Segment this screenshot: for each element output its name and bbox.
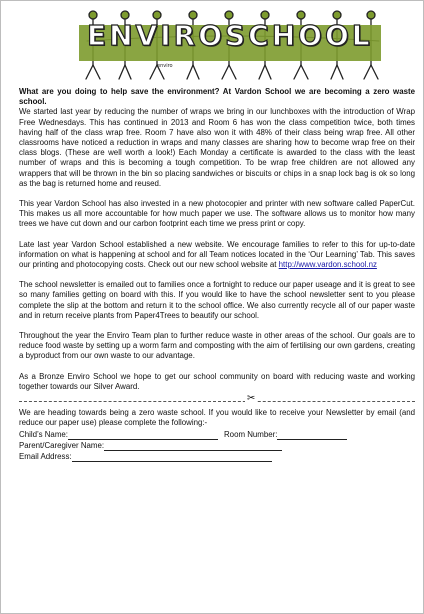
- website-text: Late last year Vardon School established a new website. We encourage families to refer to this for up-to-date information on what is happening at school and for all Team notices located in the ‘Our Learning’ Tab. This saves our printing and photocopying costs. Check out our new school website at: [19, 239, 415, 270]
- lead-paragraph: What are you doing to help save the environment? At Vardon School we are becoming a zero waste school.: [19, 87, 415, 107]
- website-link[interactable]: http://www.vardon.school.nz: [278, 260, 377, 270]
- logo-small-text: enviro: [157, 63, 173, 69]
- parent-name-field[interactable]: [104, 442, 282, 451]
- parent-name-label: Parent/Caregiver Name:: [19, 441, 105, 451]
- child-name-field[interactable]: [68, 431, 218, 440]
- enviroschool-header: [73, 7, 391, 83]
- paragraph-bronze-award: As a Bronze Enviro School we hope to get our school community on board with reducing waste and working together towards our Silver Award.: [19, 371, 415, 391]
- cut-line: [19, 393, 415, 411]
- child-row: [19, 429, 415, 440]
- room-number-field[interactable]: [277, 431, 347, 440]
- child-name-label: Child’s Name:: [19, 430, 68, 440]
- enviroschool-logo-text: ENVIROSCHOOL: [87, 19, 373, 52]
- paragraph-enviro-team: Throughout the year the Enviro Team plan to further reduce waste in other areas of the school. Our goals are to reduce food waste by setting up a worm farm and composting with the aim of fertilising our own gardens, creating a byproduct from our own waste to our advantage.: [19, 331, 415, 361]
- email-row: [19, 451, 415, 462]
- email-field[interactable]: [72, 453, 272, 462]
- room-number-label: Room Number:: [223, 430, 278, 440]
- scissors-icon: ✂: [247, 393, 256, 405]
- slip-intro: We are heading towards being a zero waste school. If you would like to receive your Newsletter by email (and reduce our paper use) please complete the following:-: [19, 408, 415, 428]
- paragraph-wrap-free: We started last year by reducing the number of wraps we bring in our lunchboxes with the introduction of Wrap Free Wednesdays. This has continued in 2013 and Room 6 has won the class competition twice, both times having half of the class wrap free. Room 7 have also won it with 48% of their class being wrap free. All other classrooms have noticed a reduction in wraps and many classes are sharing how to become wrap free on their class blogs. (These are well worth a look!) Each Monday a certificate is awarded to the class with the least number of wraps and this is becoming a tough competition. To be wrap free children are not allowed any wrappers that will be thrown in the bin so placing sandwiches or biscuits or chips in a snap lock bag is ok so long as the bag is returned home and reused.: [19, 107, 415, 188]
- article-body: [19, 87, 415, 462]
- paragraph-papercut: This year Vardon School has also invested in a new photocopier and printer with new software called PaperCut. This makes us all more accountable for how much paper we use. The software allows us to monitor how many trees we have cut down and our carbon footprint each time we press print or copy.: [19, 199, 415, 229]
- email-label: Email Address:: [19, 452, 72, 462]
- paragraph-website: [19, 240, 415, 271]
- parent-row: [19, 440, 415, 451]
- paragraph-newsletter: The school newsletter is emailed out to families once a fortnight to reduce our paper useage and it is great to see so many families getting on board with this. If you would like to have the school newsletter sent to you please complete the slip at the bottom and return it to the school office. We also currently recycle all of our paper waste and in return receive plants from Paper4Trees to beautify our school.: [19, 280, 415, 320]
